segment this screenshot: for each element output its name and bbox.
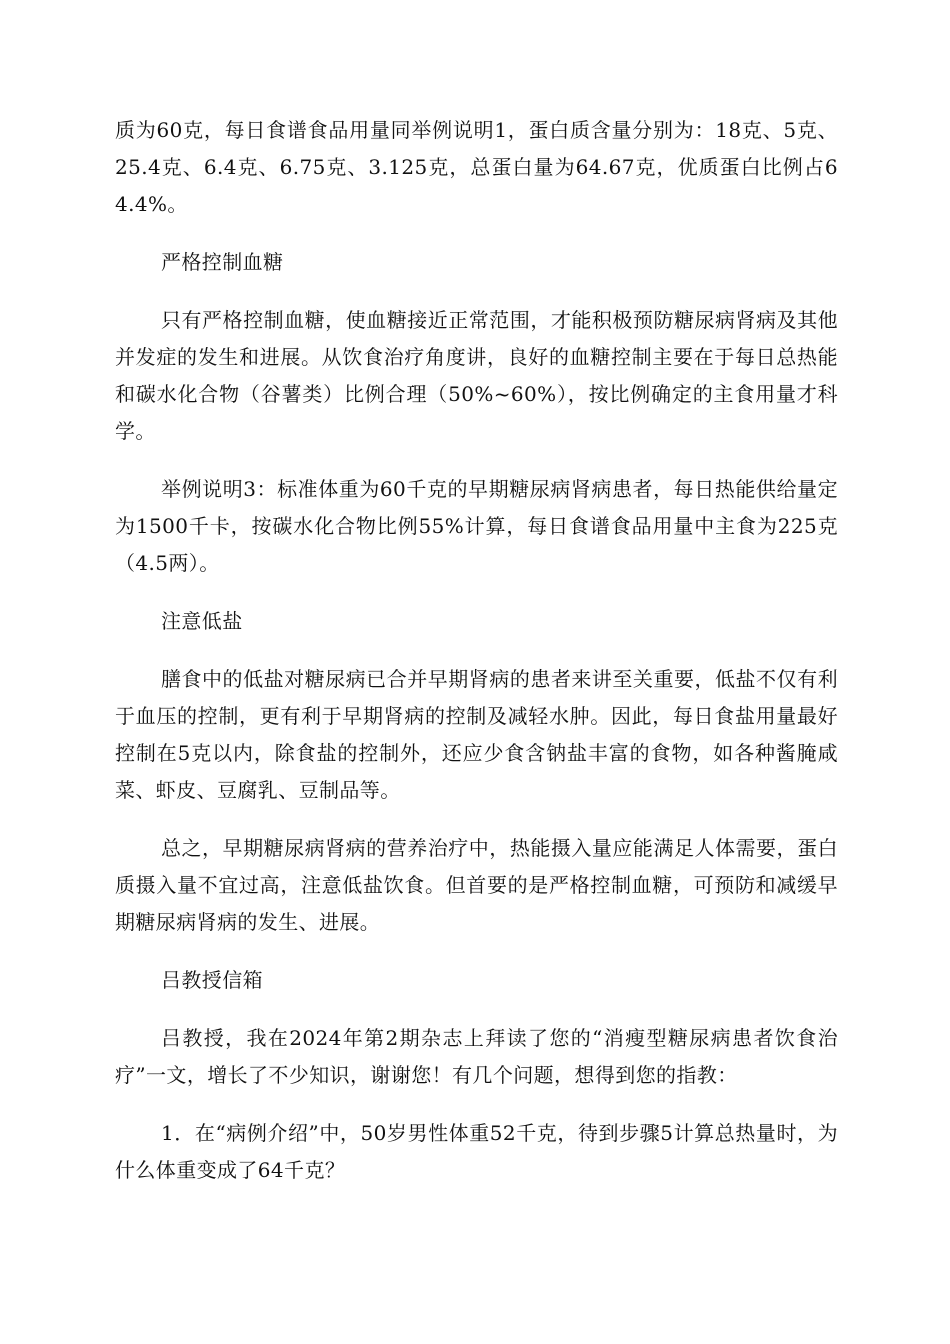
heading-blood-sugar-control: 严格控制血糖 [161,250,284,274]
paragraph-summary: 总之，早期糖尿病肾病的营养治疗中，热能摄入量应能满足人体需要，蛋白质摄入量不宜过高，注意低盐饮食。但首要的是严格控制血糖，可预防和减缓早期糖尿病肾病的发生、进展。 [115,836,838,934]
paragraph-low-salt: 膳食中的低盐对糖尿病已合并早期肾病的患者来讲至关重要，低盐不仅有利于血压的控制，更有利于早期肾病的控制及减轻水肿。因此，每日食盐用量最好控制在5克以内，除食盐的控制外，还应少食含钠盐丰富的食物，如各种酱腌咸菜、虾皮、豆腐乳、豆制品等。 [115,667,838,802]
paragraph-protein-continued: 质为60克，每日食谱食品用量同举例说明1，蛋白质含量分别为：18克、5克、25.4克、6.4克、6.75克、3.125克，总蛋白量为64.67克，优质蛋白比例占64.4%。 [115,118,838,216]
paragraph-blood-sugar: 只有严格控制血糖，使血糖接近正常范围，才能积极预防糖尿病肾病及其他并发症的发生和进展。从饮食治疗角度讲，良好的血糖控制主要在于每日总热能和碳水化合物（谷薯类）比例合理（50%~60%），按比例确定的主食用量才科学。 [115,308,838,443]
paragraph-example-3: 举例说明3：标准体重为60千克的早期糖尿病肾病患者，每日热能供给量定为1500千卡，按碳水化合物比例55%计算，每日食谱食品用量中主食为225克（4.5两）。 [115,477,838,575]
document-page [115,112,838,1210]
paragraph-question-1: 1．在“病例介绍”中，50岁男性体重52千克，待到步骤5计算总热量时，为什么体重变成了64千克？ [115,1121,838,1182]
heading-mailbox: 吕教授信箱 [161,968,263,992]
heading-low-salt: 注意低盐 [161,609,243,633]
paragraph-letter-intro: 吕教授，我在2024年第2期杂志上拜读了您的“消瘦型糖尿病患者饮食治疗”一文，增长了不少知识，谢谢您！有几个问题，想得到您的指教： [115,1026,838,1087]
